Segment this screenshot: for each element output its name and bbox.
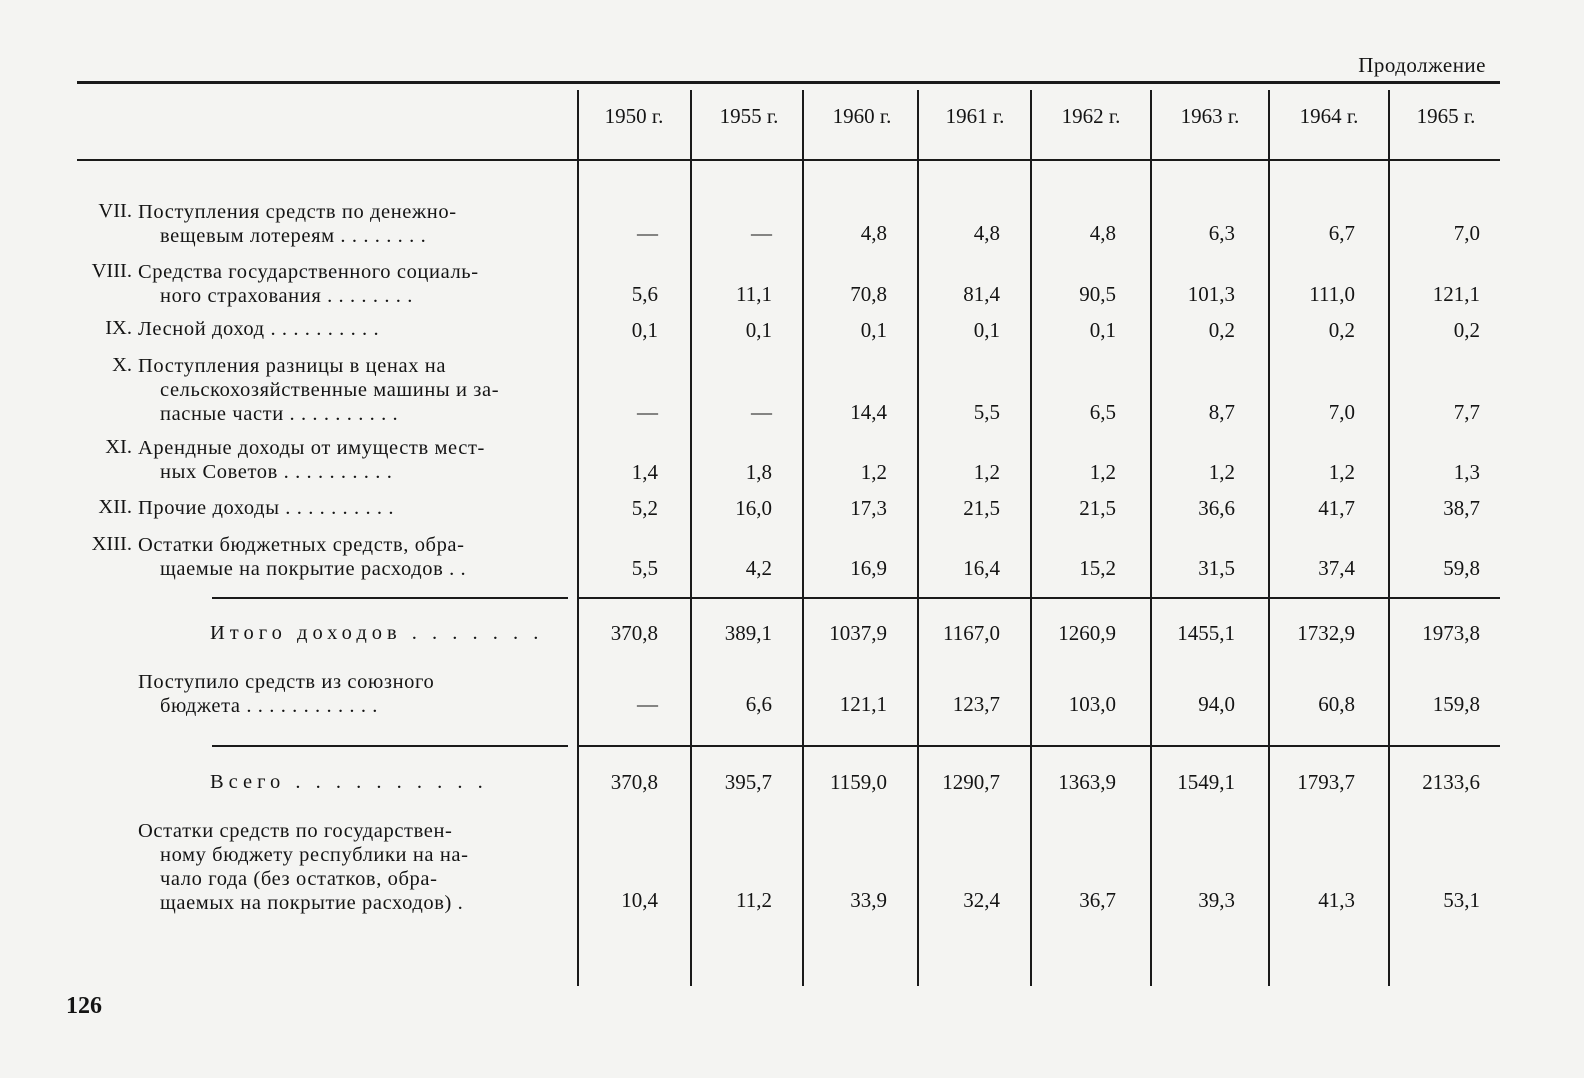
cell-value: 60,8 <box>1318 692 1355 716</box>
row-label <box>210 621 556 645</box>
row-number: VII. <box>98 200 132 222</box>
cell-value: 8,7 <box>1208 400 1235 424</box>
row-label <box>138 260 556 308</box>
year-header: 1950 г. <box>604 104 664 128</box>
row-number: IX. <box>105 317 132 339</box>
cell-value: 17,3 <box>850 496 887 520</box>
row-number: X. <box>112 354 132 376</box>
cell-value: 21,5 <box>1079 496 1116 520</box>
cell-value: 1037,9 <box>829 621 887 645</box>
row-label-line: Прочие доходы . . . . . . . . . . <box>138 497 395 519</box>
row-label-line: щаемых на покрытие расходов) . <box>160 892 464 914</box>
row-label <box>138 200 556 248</box>
cell-value: 1,2 <box>1089 460 1116 484</box>
cell-value: 7,7 <box>1453 400 1480 424</box>
table-header-rule <box>77 159 1500 161</box>
cell-value: — <box>637 692 658 716</box>
year-header: 1964 г. <box>1299 104 1359 128</box>
cell-value: 1793,7 <box>1297 770 1355 794</box>
cell-value: 36,6 <box>1198 496 1235 520</box>
cell-value: 1290,7 <box>942 770 1000 794</box>
cell-value: 1,8 <box>745 460 772 484</box>
row-label-line: Остатки бюджетных средств, обра- <box>138 534 465 556</box>
row-label-line: ных Советов . . . . . . . . . . <box>160 461 393 483</box>
cell-value: 6,5 <box>1089 400 1116 424</box>
row-label-line: Остатки средств по государствен- <box>138 820 453 842</box>
cell-value: 4,2 <box>745 556 772 580</box>
cell-value: 11,1 <box>736 282 772 306</box>
cell-value: 16,0 <box>735 496 772 520</box>
year-header: 1960 г. <box>832 104 892 128</box>
row-label-line: Поступления разницы в ценах на <box>138 355 447 377</box>
cell-value: 370,8 <box>610 621 658 645</box>
cell-value: 2133,6 <box>1422 770 1480 794</box>
row-number: VIII. <box>91 260 132 282</box>
cell-value: 38,7 <box>1443 496 1480 520</box>
row-label-line: Поступления средств по денежно- <box>138 201 457 223</box>
continuation-label: Продолжение <box>1358 53 1486 77</box>
cell-value: 10,4 <box>621 888 658 912</box>
cell-value: 36,7 <box>1079 888 1116 912</box>
cell-value: 5,5 <box>631 556 658 580</box>
row-label <box>138 496 556 520</box>
table-top-rule <box>77 81 1500 84</box>
cell-value: 14,4 <box>850 400 887 424</box>
cell-value: 15,2 <box>1079 556 1116 580</box>
row-label <box>138 819 556 915</box>
cell-value: 7,0 <box>1453 221 1480 245</box>
row-number: XI. <box>105 436 132 458</box>
cell-value: 1159,0 <box>830 770 887 794</box>
row-label-line: Арендные доходы от имуществ мест- <box>138 437 485 459</box>
cell-value: — <box>751 400 772 424</box>
subtotal-rule-values <box>578 597 1500 599</box>
cell-value: 370,8 <box>610 770 658 794</box>
cell-value: 33,9 <box>850 888 887 912</box>
cell-value: 0,2 <box>1328 318 1355 342</box>
cell-value: 21,5 <box>963 496 1000 520</box>
year-header: 1961 г. <box>945 104 1005 128</box>
cell-value: 1549,1 <box>1177 770 1235 794</box>
cell-value: 0,1 <box>860 318 887 342</box>
cell-value: — <box>751 221 772 245</box>
cell-value: 81,4 <box>963 282 1000 306</box>
cell-value: 6,6 <box>745 692 772 716</box>
cell-value: 1,2 <box>1328 460 1355 484</box>
cell-value: 53,1 <box>1443 888 1480 912</box>
cell-value: 0,1 <box>1089 318 1116 342</box>
cell-value: 11,2 <box>736 888 772 912</box>
cell-value: 32,4 <box>963 888 1000 912</box>
cell-value: 6,7 <box>1328 221 1355 245</box>
year-header: 1955 г. <box>719 104 779 128</box>
row-label <box>138 354 556 426</box>
cell-value: — <box>637 221 658 245</box>
row-label <box>138 436 556 484</box>
cell-value: 111,0 <box>1309 282 1355 306</box>
cell-value: 1363,9 <box>1058 770 1116 794</box>
cell-value: 0,1 <box>973 318 1000 342</box>
row-number: XIII. <box>91 533 132 555</box>
row-label-line: Всего . . . . . . . . . . <box>210 771 488 793</box>
cell-value: 123,7 <box>952 692 1000 716</box>
total-rule-label <box>212 745 568 747</box>
row-label <box>138 317 556 341</box>
cell-value: 1,3 <box>1453 460 1480 484</box>
cell-value: 159,8 <box>1432 692 1480 716</box>
cell-value: 1167,0 <box>943 621 1000 645</box>
cell-value: 4,8 <box>973 221 1000 245</box>
page-number: 126 <box>66 993 102 1019</box>
cell-value: 39,3 <box>1198 888 1235 912</box>
row-number: XII. <box>98 496 132 518</box>
cell-value: 5,5 <box>973 400 1000 424</box>
cell-value: 31,5 <box>1198 556 1235 580</box>
cell-value: 41,7 <box>1318 496 1355 520</box>
year-header: 1963 г. <box>1180 104 1240 128</box>
row-label-line: бюджета . . . . . . . . . . . . <box>160 695 379 717</box>
row-label-line: Итого доходов . . . . . . . <box>210 622 544 644</box>
cell-value: — <box>637 400 658 424</box>
year-header: 1962 г. <box>1061 104 1121 128</box>
year-header: 1965 г. <box>1416 104 1476 128</box>
cell-value: 70,8 <box>850 282 887 306</box>
row-label-line: ному бюджету республики на на- <box>160 844 469 866</box>
cell-value: 41,3 <box>1318 888 1355 912</box>
cell-value: 1,2 <box>1208 460 1235 484</box>
subtotal-rule-label <box>212 597 568 599</box>
cell-value: 1973,8 <box>1422 621 1480 645</box>
cell-value: 0,2 <box>1453 318 1480 342</box>
row-label <box>138 670 556 718</box>
cell-value: 7,0 <box>1328 400 1355 424</box>
row-label-line: ного страхования . . . . . . . . <box>160 285 413 307</box>
cell-value: 4,8 <box>1089 221 1116 245</box>
cell-value: 0,1 <box>631 318 658 342</box>
row-label-line: вещевым лотереям . . . . . . . . <box>160 225 427 247</box>
row-label-line: Средства государственного социаль- <box>138 261 479 283</box>
cell-value: 0,1 <box>745 318 772 342</box>
row-label-line: чало года (без остатков, обра- <box>160 868 438 890</box>
row-label-line: Поступило средств из союзного <box>138 671 435 693</box>
cell-value: 121,1 <box>839 692 887 716</box>
cell-value: 101,3 <box>1187 282 1235 306</box>
total-rule-values <box>578 745 1500 747</box>
cell-value: 1732,9 <box>1297 621 1355 645</box>
cell-value: 1455,1 <box>1177 621 1235 645</box>
row-label-line: пасные части . . . . . . . . . . <box>160 403 399 425</box>
cell-value: 4,8 <box>860 221 887 245</box>
cell-value: 389,1 <box>724 621 772 645</box>
row-label <box>210 770 556 794</box>
row-label-line: сельскохозяйственные машины и за- <box>160 379 500 401</box>
cell-value: 16,9 <box>850 556 887 580</box>
cell-value: 1260,9 <box>1058 621 1116 645</box>
cell-value: 59,8 <box>1443 556 1480 580</box>
cell-value: 1,2 <box>860 460 887 484</box>
cell-value: 5,2 <box>631 496 658 520</box>
cell-value: 90,5 <box>1079 282 1116 306</box>
row-label-line: Лесной доход . . . . . . . . . . <box>138 318 380 340</box>
cell-value: 37,4 <box>1318 556 1355 580</box>
cell-value: 5,6 <box>631 282 658 306</box>
cell-value: 395,7 <box>724 770 772 794</box>
cell-value: 121,1 <box>1432 282 1480 306</box>
row-label <box>138 533 556 581</box>
cell-value: 6,3 <box>1208 221 1235 245</box>
cell-value: 16,4 <box>963 556 1000 580</box>
cell-value: 103,0 <box>1068 692 1116 716</box>
cell-value: 1,4 <box>631 460 658 484</box>
cell-value: 1,2 <box>973 460 1000 484</box>
cell-value: 0,2 <box>1208 318 1235 342</box>
cell-value: 94,0 <box>1198 692 1235 716</box>
row-label-line: щаемые на покрытие расходов . . <box>160 558 467 580</box>
